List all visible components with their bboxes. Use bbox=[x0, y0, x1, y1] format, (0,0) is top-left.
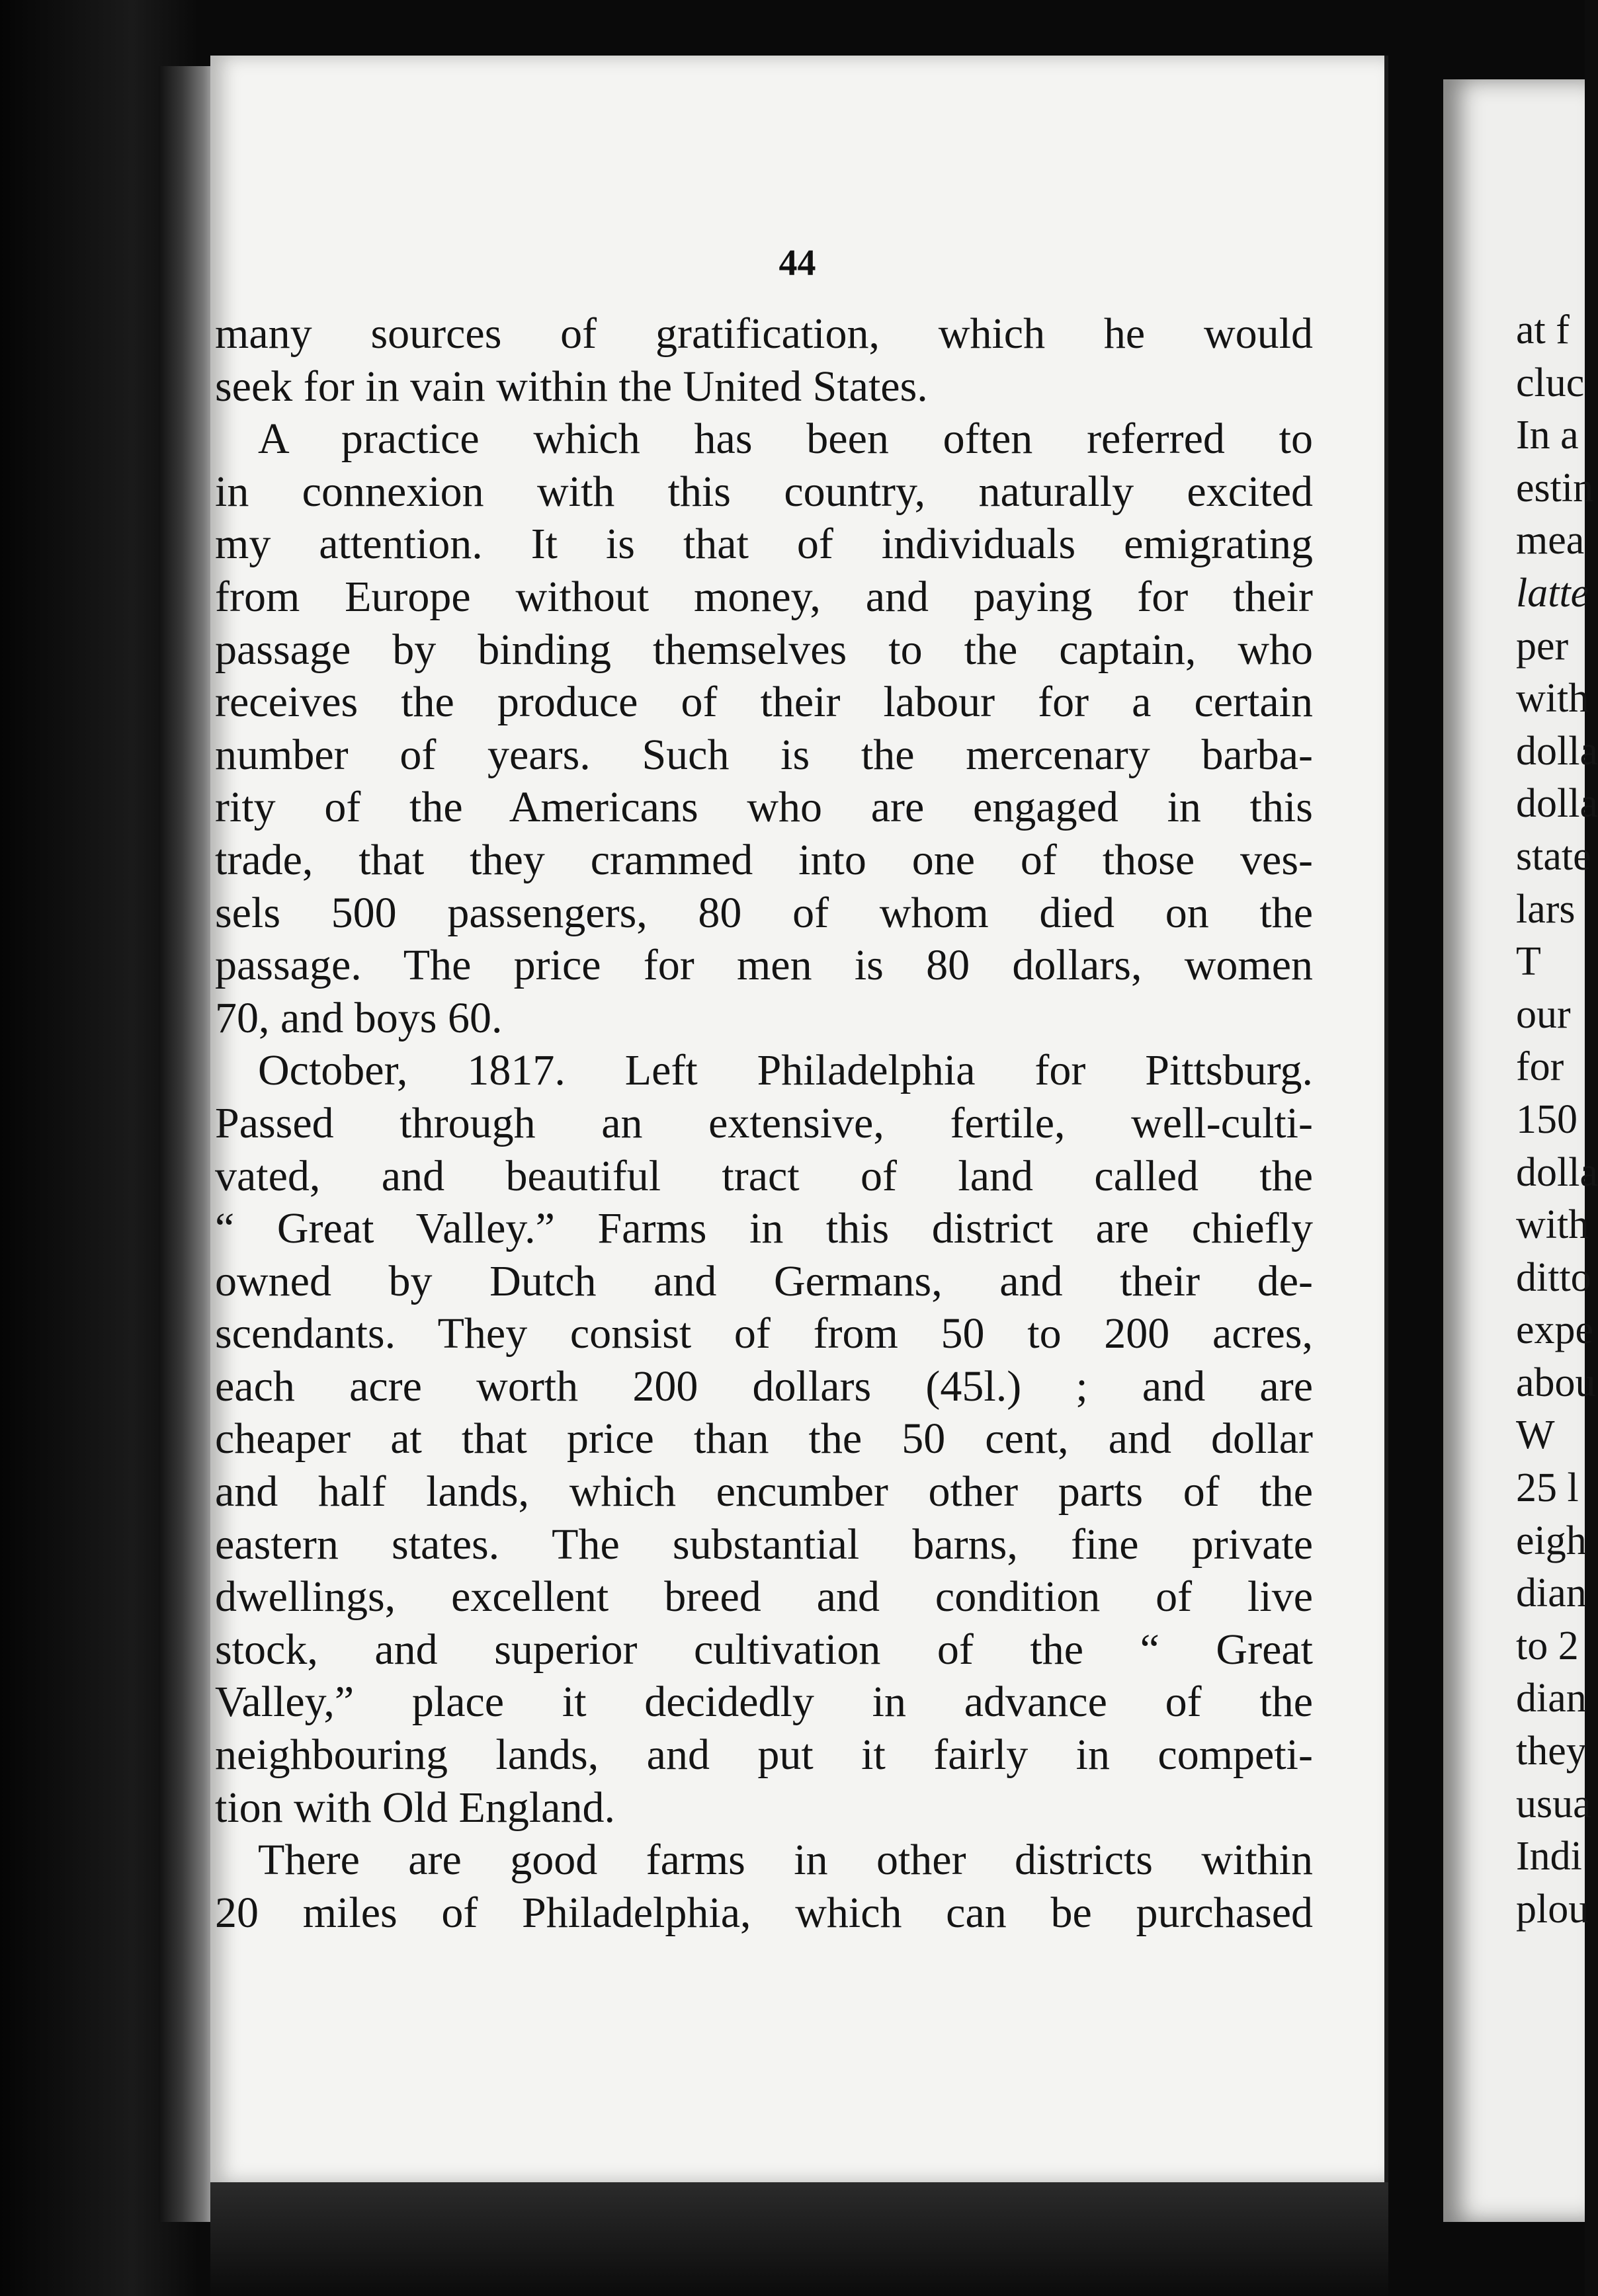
facing-text-line: T bbox=[1516, 939, 1541, 985]
text-line: A practice which has been often referred to bbox=[258, 415, 1313, 464]
facing-text-line: abou bbox=[1516, 1360, 1596, 1405]
text-line: 70, and boys 60. bbox=[215, 993, 503, 1042]
text-line: 20 miles of Philadelphia, which can be purchased bbox=[215, 1888, 1313, 1937]
text-line: many sources of gratification, which he would bbox=[215, 309, 1313, 358]
text-line: There are good farms in other districts within bbox=[258, 1836, 1313, 1885]
page-bottom-shadow bbox=[210, 2182, 1388, 2296]
text-line: Valley,” place it decidedly in advance of the bbox=[215, 1678, 1313, 1727]
page-text-block bbox=[215, 308, 1313, 1939]
facing-text-line: 150 bbox=[1516, 1096, 1577, 1142]
facing-text-line: usua bbox=[1516, 1781, 1591, 1826]
text-line: in connexion with this country, naturally excited bbox=[215, 467, 1313, 516]
text-line: and half lands, which encumber other parts of the bbox=[215, 1467, 1313, 1516]
text-line: owned by Dutch and Germans, and their de- bbox=[215, 1256, 1313, 1305]
text-line: neighbouring lands, and put it fairly in competi- bbox=[215, 1731, 1313, 1780]
text-line: seek for in vain within the United States. bbox=[215, 362, 928, 411]
facing-text-line: dolla bbox=[1516, 781, 1598, 827]
text-line: each acre worth 200 dollars (45l.) ; and are bbox=[215, 1362, 1313, 1411]
text-line: cheaper at that price than the 50 cent, and dollar bbox=[215, 1414, 1313, 1463]
facing-text-line: plou bbox=[1516, 1886, 1589, 1932]
facing-text-line: ditto bbox=[1516, 1254, 1591, 1300]
facing-text-line: dolla bbox=[1516, 728, 1598, 774]
facing-text-line: latte bbox=[1516, 570, 1589, 616]
facing-text-line: In a bbox=[1516, 413, 1579, 458]
text-line: October, 1817. Left Philadelphia for Pittsburg. bbox=[258, 1046, 1313, 1095]
page-number: 44 bbox=[778, 243, 816, 284]
facing-text-line: to 2 bbox=[1516, 1623, 1579, 1668]
facing-text-line: W bbox=[1516, 1413, 1555, 1458]
facing-text-line: dian bbox=[1516, 1676, 1587, 1721]
text-line: rity of the Americans who are engaged in this bbox=[215, 783, 1313, 832]
text-line: sels 500 passengers, 80 of whom died on the bbox=[215, 888, 1313, 937]
text-line: stock, and superior cultivation of the “ Great bbox=[215, 1625, 1313, 1674]
facing-text-line: cluc bbox=[1516, 360, 1585, 405]
text-line: passage. The price for men is 80 dollars, women bbox=[215, 941, 1313, 990]
facing-text-line: Indi bbox=[1516, 1834, 1582, 1879]
text-line: eastern states. The substantial barns, fine private bbox=[215, 1520, 1313, 1569]
facing-text-line: with bbox=[1516, 1202, 1589, 1248]
text-line: passage by binding themselves to the captain, who bbox=[215, 625, 1313, 674]
facing-text-line: for bbox=[1516, 1044, 1564, 1090]
text-line: my attention. It is that of individuals emigrating bbox=[215, 520, 1313, 569]
facing-text-line: mea bbox=[1516, 518, 1585, 563]
facing-text-line: estin bbox=[1516, 465, 1594, 511]
text-line: scendants. They consist of from 50 to 200 acres, bbox=[215, 1309, 1313, 1358]
text-line: receives the produce of their labour for a certain bbox=[215, 678, 1313, 727]
facing-text-line: expe bbox=[1516, 1307, 1594, 1353]
facing-page-text-block bbox=[1516, 304, 1598, 1936]
facing-text-line: dolla bbox=[1516, 1149, 1598, 1195]
facing-text-line: eigh bbox=[1516, 1518, 1587, 1563]
facing-text-line: with bbox=[1516, 676, 1589, 721]
facing-text-line: our bbox=[1516, 991, 1571, 1037]
facing-text-line: they bbox=[1516, 1729, 1587, 1774]
text-line: number of years. Such is the mercenary barba- bbox=[215, 730, 1313, 779]
text-line: vated, and beautiful tract of land called the bbox=[215, 1151, 1313, 1200]
book-gutter bbox=[159, 66, 218, 2222]
text-line: tion with Old England. bbox=[215, 1783, 615, 1832]
facing-text-line: 25 l bbox=[1516, 1465, 1579, 1511]
text-line: trade, that they crammed into one of those ves- bbox=[215, 835, 1313, 884]
text-line: “ Great Valley.” Farms in this district are chiefly bbox=[215, 1204, 1313, 1253]
facing-text-line: lars bbox=[1516, 886, 1576, 932]
facing-text-line: at f bbox=[1516, 308, 1570, 352]
text-line: from Europe without money, and paying for their bbox=[215, 572, 1313, 621]
text-line: Passed through an extensive, fertile, well-culti- bbox=[215, 1098, 1313, 1147]
text-line: dwellings, excellent breed and condition of live bbox=[215, 1573, 1313, 1621]
facing-text-line: per bbox=[1516, 623, 1569, 669]
facing-text-line: dian bbox=[1516, 1571, 1587, 1616]
facing-text-line: state bbox=[1516, 833, 1591, 879]
